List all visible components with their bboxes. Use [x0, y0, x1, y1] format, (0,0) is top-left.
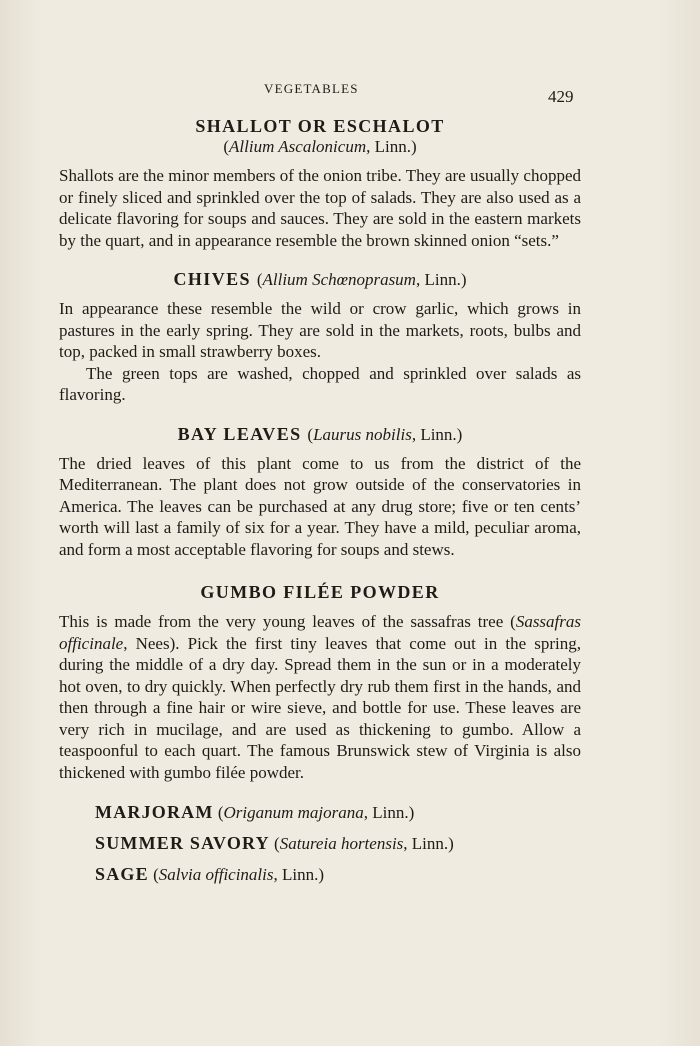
section-body: The dried leaves of this plant come to us from the district of the Mediterranean. The plant does not grow outside of the conservatories in America. The leaves can be purchased at any drug store; five or ten cents’ worth will last a family of six for a year. They have a mild, peculiar aroma, and form a most acceptable flavoring for soups and stews.: [59, 453, 581, 559]
running-head: VEGETABLES: [264, 81, 359, 96]
authority: , Linn.): [415, 270, 467, 289]
open-paren: (: [148, 865, 159, 884]
latin-name: Origanum majorana: [223, 803, 364, 822]
body-rest: , Nees). Pick the first tiny leaves that come out in the spring, during the middle of a dry day. Spread them in the sun or in a moderately hot oven, to dry quickly. When perfectly dry rub them first in the hands, and then through a fine hair or wire sieve, and bottle for use. These leaves are very rich in mucilage, and are used as thickening to gumbo. Allow a teaspoonful to each quart. The famous Brunswick stew of Virginia is also thickened with gumbo filée powder.: [59, 633, 581, 782]
section-title: GUMBO FILÉE POWDER: [200, 582, 440, 602]
section-body: The green tops are washed, chopped and sprinkled over salads as flavoring.: [59, 363, 581, 404]
section-subtitle: [59, 137, 581, 157]
latin-name: Sassafras officinale: [59, 612, 581, 653]
latin-name: Laurus nobilis: [313, 424, 412, 444]
section-title: SHALLOT OR ESCHALOT: [195, 116, 445, 136]
section-title: [59, 424, 581, 445]
section-body: In appearance these resemble the wild or crow garlic, which grows in pastures in the early spring. They are sold in the markets, roots, bulbs and top, packed in small strawberry boxes.: [59, 299, 581, 361]
herb-item-marjoram: [95, 797, 581, 828]
latin-name: Allium Ascalonicum: [229, 137, 367, 156]
authority: , Linn.): [403, 834, 454, 853]
open-paren: (: [223, 137, 230, 156]
section-chives: [59, 269, 581, 406]
section-body: [59, 611, 581, 783]
title-text: CHIVES: [173, 269, 251, 289]
herb-item-summer-savory: [95, 828, 581, 859]
open-paren: (: [269, 834, 280, 853]
herb-list: [59, 797, 581, 890]
section-gumbo: [59, 582, 581, 783]
herb-name: MARJORAM: [95, 802, 214, 822]
herb-item-sage: [95, 859, 581, 890]
section-bay-leaves: [59, 424, 581, 561]
authority: , Linn.): [411, 424, 463, 444]
section-body: Shallots are the minor members of the onion tribe. They are usually chopped or finely sliced and sprinkled over the top of salads. They are also used as a delicate flavoring for soups and sauces. They are sold in the eastern markets by the quart, and in appearance resemble the brown skinned onion “sets.”: [59, 166, 581, 250]
body-start: This is made from the very young leaves of the sassafras tree (: [59, 612, 516, 631]
herb-name: SUMMER SAVORY: [95, 833, 270, 853]
authority: , Linn.): [363, 803, 415, 822]
latin-name: Satureia hortensis: [279, 834, 404, 853]
open-paren: (: [213, 803, 224, 822]
authority: , Linn.): [366, 137, 417, 156]
page-number: 429: [548, 87, 574, 106]
latin-name: Allium Schœnoprasum: [262, 270, 416, 289]
open-paren: (: [256, 270, 263, 289]
title-text: BAY LEAVES: [177, 423, 302, 444]
herb-name: SAGE: [95, 864, 149, 884]
page-content: [59, 116, 581, 890]
authority: , Linn.): [273, 865, 325, 884]
latin-name: Salvia officinalis: [158, 865, 274, 884]
section-shallot: [59, 116, 581, 251]
open-paren: (: [307, 424, 314, 444]
section-title: [59, 269, 581, 290]
